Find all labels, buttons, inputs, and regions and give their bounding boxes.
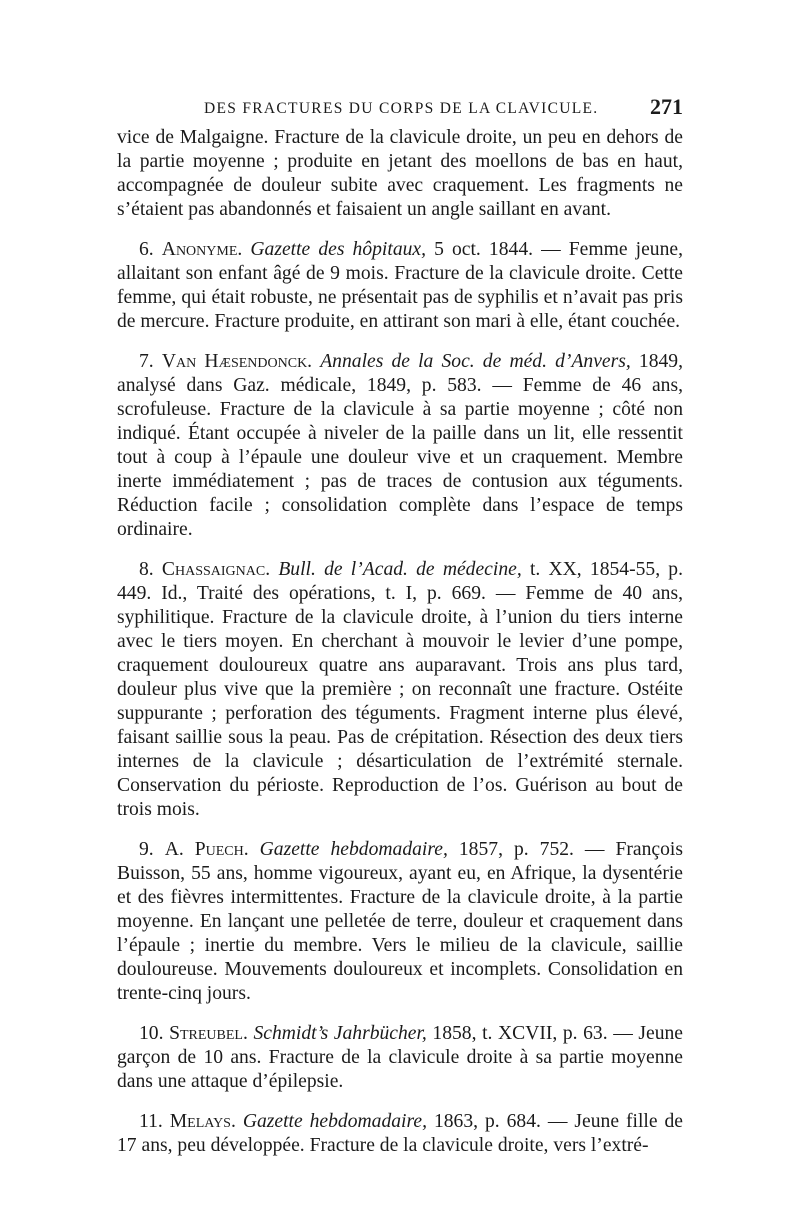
body-text <box>117 126 683 1158</box>
case-author: Streubel. <box>169 1023 248 1044</box>
case-text: 1858, t. XCVII, p. 63. — Jeune garçon de 10 ans. Fracture de la clavicule droite à sa partie moyenne dans une attaque d’épilepsie. <box>117 1023 683 1092</box>
case-text: 1857, p. 752. — François Buisson, 55 ans, homme vigoureux, ayant eu, en Afrique, la dysentérie et des fièvres intermittentes. Fracture de la clavicule droite, à la partie moyenne. En lançant une pelletée de terre, douleur et craquement dans l’épaule ; inertie du membre. Vers le milieu de la clavicule, saillie douloureuse. Mouvements douloureux et incomplets. Consolidation en trente-cinq jours. <box>117 839 683 1004</box>
case-entry <box>117 838 683 1006</box>
case-author: Chassaignac. <box>161 559 271 580</box>
case-author: A. Puech. <box>164 839 249 860</box>
case-entry <box>117 350 683 542</box>
case-source: Gazette hebdomadaire, <box>242 1111 427 1132</box>
page-number: 271 <box>650 94 683 119</box>
case-entry <box>117 558 683 822</box>
case-text: t. XX, 1854-55, p. 449. Id., Traité des opérations, t. I, p. 669. — Femme de 40 ans, syphilitique. Fracture de la clavicule droite, à l’union du tiers interne avec le tiers moyen. En cherchant à mouvoir le levier d’une pompe, craquement douloureux quatre ans auparavant. Trois ans plus tard, douleur plus vive que la première ; on reconnaît une fracture. Ostéite suppurante ; perforation des téguments. Fragment interne plus élevé, faisant saillie sous la peau. Pas de crépitation. Résection des deux tiers internes de la clavicule ; désarticulation de l’extrémité sternale. Conservation du périoste. Reproduction de l’os. Guérison au bout de trois mois. <box>117 559 684 820</box>
running-head <box>117 94 683 124</box>
case-number: 8. <box>139 559 154 580</box>
case-author: Melays. <box>169 1111 236 1132</box>
case-entry <box>117 238 683 334</box>
case-source: Schmidt’s Jahrbücher, <box>253 1023 427 1044</box>
case-author: Van Hæsendonck. <box>161 351 313 372</box>
case-entry <box>117 1110 683 1158</box>
case-entry <box>117 1022 683 1094</box>
case-source: Bull. de l’Acad. de médecine, <box>278 559 522 580</box>
case-text: 1863, p. 684. — Jeune fille de 17 ans, peu développée. Fracture de la clavicule droite, vers l’extré- <box>117 1111 683 1156</box>
case-source: Gazette des hôpitaux, <box>250 239 427 260</box>
case-author: Anonyme. <box>161 239 243 260</box>
case-number: 11. <box>139 1111 163 1132</box>
case-source: Annales de la Soc. de méd. d’Anvers, <box>320 351 631 372</box>
case-number: 9. <box>139 839 154 860</box>
case-text: 5 oct. 1844. — Femme jeune, allaitant son enfant âgé de 9 mois. Fracture de la clavicule droite. Cette femme, qui était robuste, ne présentait pas de syphilis et n’avait pas pris de mercure. Fracture produite, en attirant son mari à elle, étant couchée. <box>117 239 683 332</box>
case-source: Gazette hebdomadaire, <box>259 839 448 860</box>
case-text: 1849, analysé dans Gaz. médicale, 1849, p. 583. — Femme de 46 ans, scrofuleuse. Fracture de la clavicule à sa partie moyenne ; côté non indiqué. Étant occupée à niveler de la paille dans un lit, elle ressentit tout à coup à l’épaule une douleur vive et un craquement. Membre inerte immédiatement ; pas de traces de contusion aux téguments. Réduction facile ; consolidation complète dans l’espace de temps ordinaire. <box>117 351 683 540</box>
continuation-paragraph: vice de Malgaigne. Fracture de la clavicule droite, un peu en dehors de la partie moyenne ; produite en jetant des moellons de bas en haut, accompagnée de douleur subite avec craquement. Les fragments ne s’étaient pas abandonnés et faisaient un angle saillant en avant. <box>117 127 683 220</box>
case-number: 7. <box>139 351 154 372</box>
case-number: 10. <box>139 1023 164 1044</box>
case-number: 6. <box>139 239 154 260</box>
running-title: DES FRACTURES DU CORPS DE LA CLAVICULE. <box>204 100 599 117</box>
